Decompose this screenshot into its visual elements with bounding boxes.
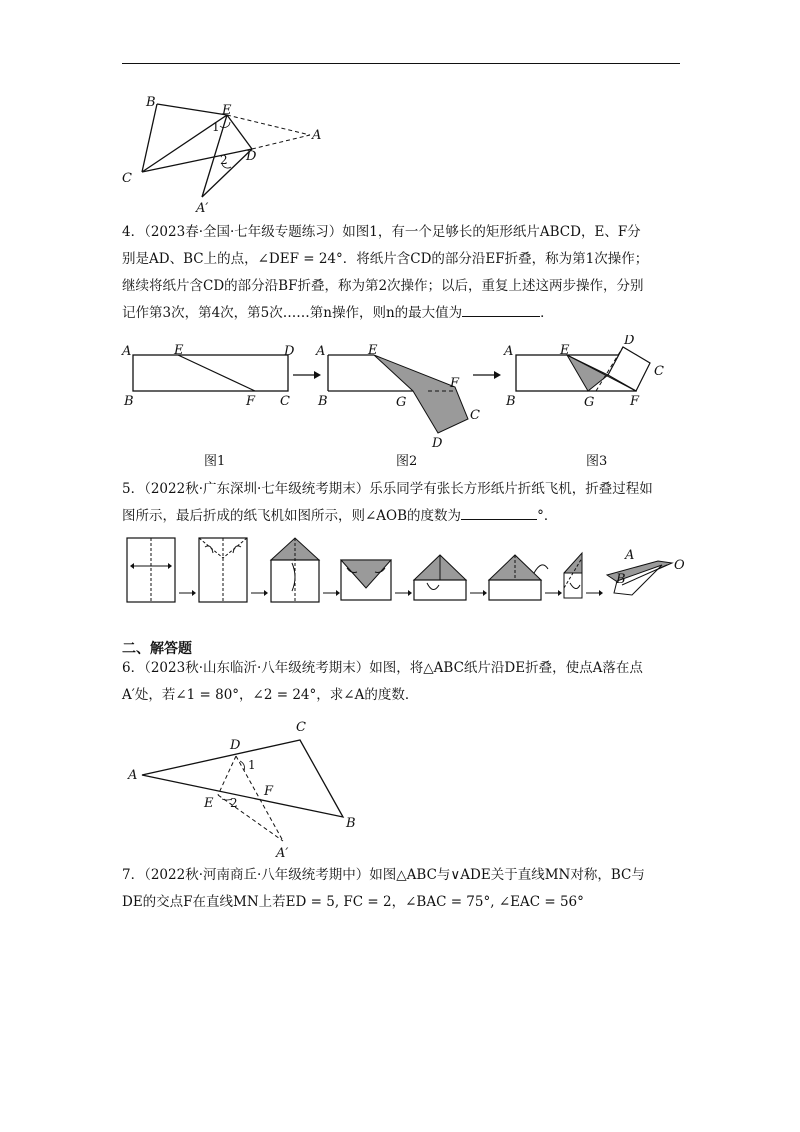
tri-B: B xyxy=(346,816,356,831)
label-C: C xyxy=(122,171,132,186)
section-title-answers: 二、解答题 xyxy=(122,641,192,657)
label-D: D xyxy=(246,149,257,164)
label-A: A xyxy=(312,128,322,143)
plane-O: O xyxy=(674,558,685,573)
question-4 xyxy=(122,219,682,327)
f2-A: A xyxy=(316,344,326,359)
f1-E: E xyxy=(174,343,184,358)
plane-A: A xyxy=(625,548,635,563)
q6-line-2: A′处，若∠1 = 80°，∠2 = 24°，求∠A的度数． xyxy=(122,687,419,703)
question-7 xyxy=(122,862,682,916)
tri-E: E xyxy=(204,796,214,811)
f1-A: A xyxy=(122,344,132,359)
paper-plane-steps xyxy=(122,533,692,608)
f3-C: C xyxy=(654,364,664,379)
f2-G: G xyxy=(396,395,407,410)
tri-A: A xyxy=(128,768,138,783)
q4-line-4: 记作第3次，第4次，第5次……第n操作，则n的最大值为 ． xyxy=(122,300,682,327)
f3-F: F xyxy=(630,394,640,409)
f2-C: C xyxy=(470,408,480,423)
tri-D: D xyxy=(230,738,241,753)
f1-F: F xyxy=(246,394,256,409)
f3-B: B xyxy=(506,394,516,409)
f1-D: D xyxy=(284,344,295,359)
fold-figure-q3 xyxy=(112,92,342,217)
question-6 xyxy=(122,655,682,709)
q5-line-1: 5．（2022秋·广东深圳·七年级统考期末）乐乐同学有张长方形纸片折纸飞机，折叠过程如 xyxy=(122,481,653,497)
f1-B: B xyxy=(124,394,134,409)
q7-line-2: DE的交点F在直线MN上若ED = 5, FC = 2，∠BAC = 75°, ∠EAC = 56° xyxy=(122,894,584,910)
label-B: B xyxy=(146,95,156,110)
header-rule xyxy=(122,63,680,64)
f1-C: C xyxy=(280,394,290,409)
q4-line-3: 继续将纸片含CD的部分沿BF折叠，称为第2次操作；以后，重复上述这两步操作，分别 xyxy=(122,278,644,294)
q7-line-1: 7．（2022秋·河南商丘·八年级统考期中）如图△ABC与∨ADE关于直线MN对称，BC与 xyxy=(122,867,645,883)
label-E: E xyxy=(222,103,232,118)
label-A-prime: A′ xyxy=(196,201,209,216)
caption-fig2: 图2 xyxy=(396,454,418,469)
tri-angle-1: 1 xyxy=(248,758,256,772)
f3-A: A xyxy=(504,344,514,359)
f2-F: F xyxy=(450,376,460,391)
q4-line-1: 4．（2023春·全国·七年级专题练习）如图1，有一个足够长的矩形纸片ABCD，E、F分 xyxy=(122,224,641,240)
q5-answer-blank[interactable] xyxy=(461,505,537,520)
f2-D: D xyxy=(432,436,443,450)
tri-F: F xyxy=(264,784,274,799)
q6-line-1: 6．（2023秋·山东临沂·八年级统考期末）如图，将△ABC纸片沿DE折叠，使点A落在点 xyxy=(122,660,643,676)
label-angle-2: 2 xyxy=(220,153,228,167)
f3-D: D xyxy=(624,335,635,348)
question-5 xyxy=(122,476,682,530)
caption-fig1: 图1 xyxy=(204,454,226,469)
label-angle-1: 1 xyxy=(212,120,220,134)
q4-answer-blank[interactable] xyxy=(462,302,540,317)
q4-line-2: 别是AD、BC上的点，∠DEF = 24°．将纸片含CD的部分沿EF折叠，称为第1次操作； xyxy=(122,251,649,267)
f3-E: E xyxy=(560,343,570,358)
f2-E: E xyxy=(368,343,378,358)
caption-fig3: 图3 xyxy=(586,454,608,469)
tri-A-prime: A′ xyxy=(276,846,289,860)
f3-G: G xyxy=(584,395,595,410)
tri-angle-2: 2 xyxy=(230,796,238,810)
plane-B: B xyxy=(616,572,626,587)
f2-B: B xyxy=(318,394,328,409)
triangle-fold-figure xyxy=(118,715,378,860)
q5-line-2: 图所示，最后折成的纸飞机如图所示，则∠AOB的度数为 °． xyxy=(122,503,682,530)
q4-figures xyxy=(118,335,698,450)
tri-C: C xyxy=(296,720,306,735)
